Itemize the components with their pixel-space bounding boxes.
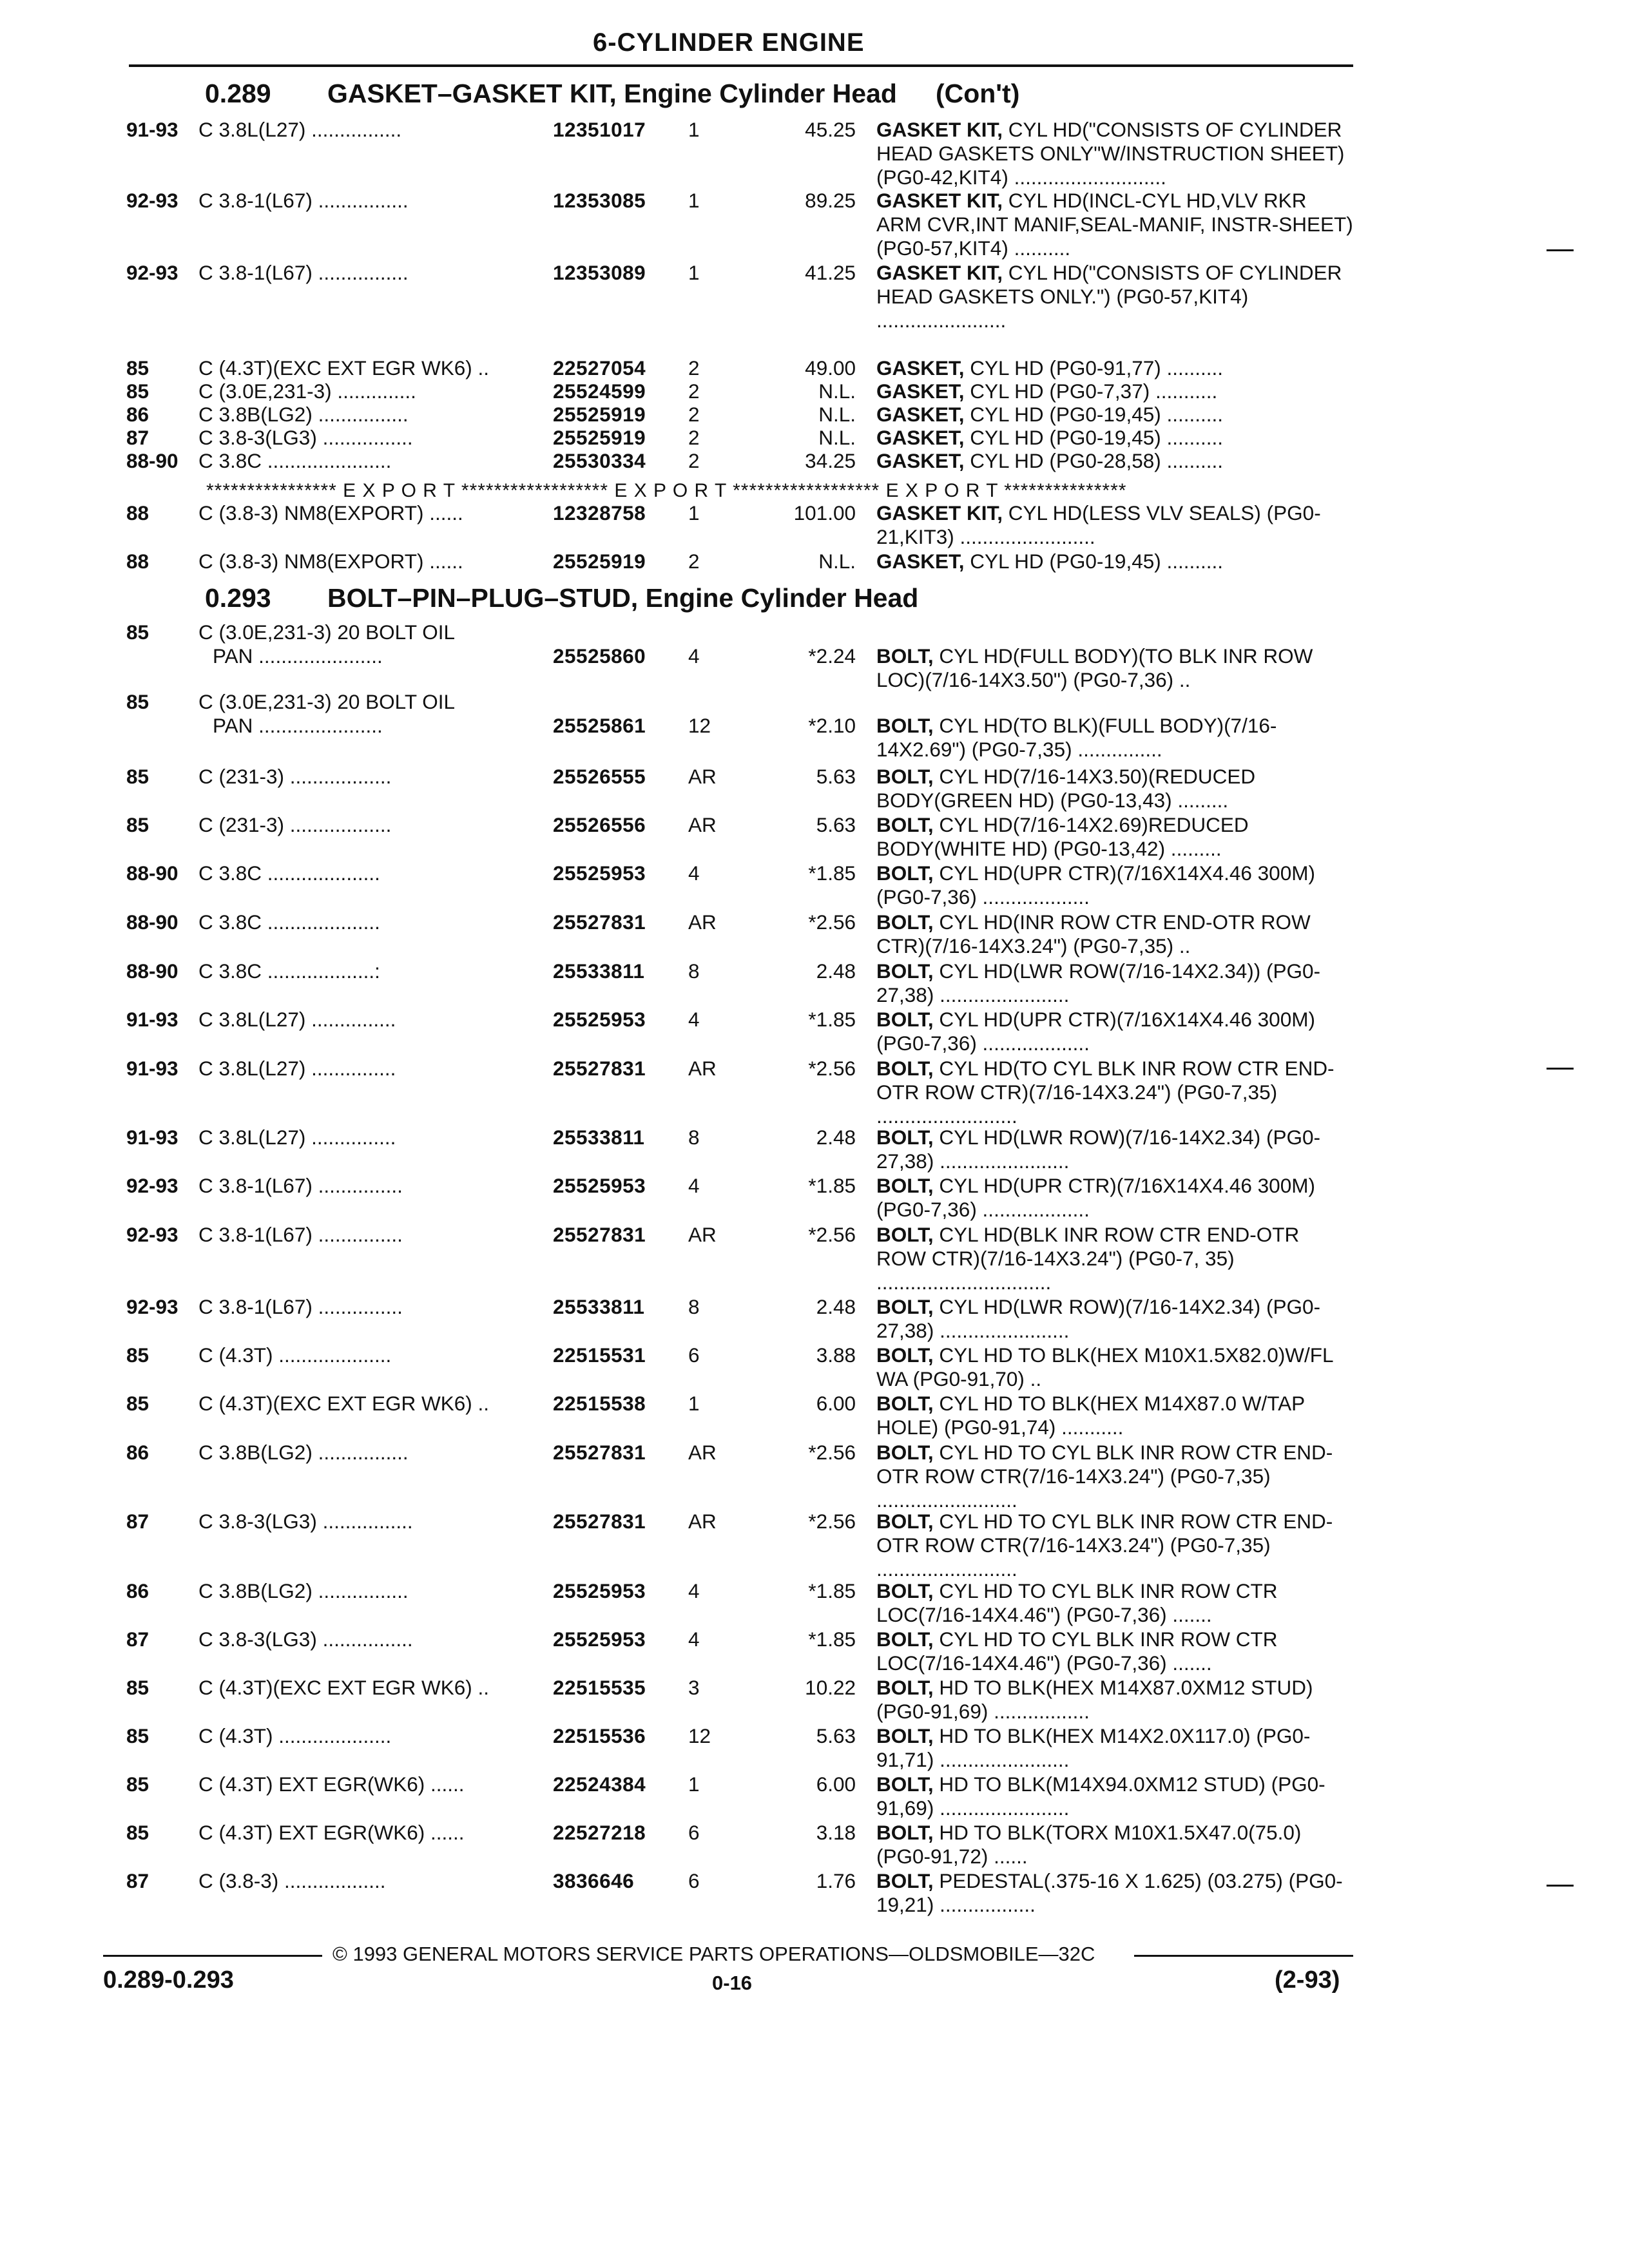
description-part-name: GASKET, bbox=[876, 449, 965, 472]
description-detail: CYL HD(LWR ROW)(7/16-14X2.34) (PG0-27,38) ....................... bbox=[876, 1295, 1321, 1342]
price: 45.25 bbox=[805, 118, 856, 141]
description-detail: CYL HD TO CYL BLK INR ROW CTR LOC(7/16-14X4.46") (PG0-7,36) ....... bbox=[876, 1579, 1278, 1626]
application: C (3.8-3) NM8(EXPORT) ...... bbox=[198, 550, 463, 573]
quantity: 4 bbox=[688, 1008, 700, 1031]
description bbox=[876, 644, 1353, 692]
part-number: 25527831 bbox=[553, 1223, 646, 1246]
description-detail: CYL HD("CONSISTS OF CYLINDER HEAD GASKETS ONLY"W/INSTRUCTION SHEET) (PG0-42,KIT4) ........................... bbox=[876, 118, 1345, 189]
description-part-name: BOLT, bbox=[876, 813, 934, 836]
quantity: AR bbox=[688, 910, 717, 934]
description-detail: CYL HD TO CYL BLK INR ROW CTR END-OTR ROW CTR(7/16-14X3.24") (PG0-7,35) ......................... bbox=[876, 1441, 1333, 1512]
application: C 3.8C ...................... bbox=[198, 449, 392, 472]
description-part-name: BOLT, bbox=[876, 765, 934, 788]
quantity: 4 bbox=[688, 861, 700, 885]
price: 89.25 bbox=[805, 189, 856, 212]
application: C 3.8C .................... bbox=[198, 910, 380, 934]
quantity: 1 bbox=[688, 501, 700, 524]
description-part-name: BOLT, bbox=[876, 1174, 934, 1197]
application-cont: PAN ...................... bbox=[213, 714, 383, 737]
description-part-name: BOLT, bbox=[876, 714, 934, 737]
model-years: 85 bbox=[126, 765, 149, 788]
model-years: 85 bbox=[126, 690, 149, 713]
description-detail: CYL HD(UPR CTR)(7/16X14X4.46 300M) (PG0-7,36) ................... bbox=[876, 1008, 1315, 1055]
model-years: 91-93 bbox=[126, 1008, 178, 1031]
model-years: 85 bbox=[126, 1676, 149, 1699]
application: C (4.3T)(EXC EXT EGR WK6) .. bbox=[198, 1676, 489, 1699]
quantity: AR bbox=[688, 1223, 717, 1246]
quantity: 2 bbox=[688, 403, 700, 426]
description-detail: CYL HD(UPR CTR)(7/16X14X4.46 300M) (PG0-7,36) ................... bbox=[876, 1174, 1315, 1221]
description-detail: CYL HD(FULL BODY)(TO BLK INR ROW LOC)(7/16-14X3.50") (PG0-7,36) .. bbox=[876, 644, 1313, 691]
price: N.L. bbox=[818, 380, 856, 403]
part-number: 25533811 bbox=[553, 959, 645, 983]
quantity: AR bbox=[688, 1510, 717, 1533]
section-number: 0.293 bbox=[205, 583, 271, 613]
description bbox=[876, 1869, 1353, 1917]
part-number: 22524384 bbox=[553, 1773, 646, 1796]
model-years: 91-93 bbox=[126, 1126, 178, 1149]
model-years: 92-93 bbox=[126, 1223, 178, 1246]
description-detail: CYL HD(7/16-14X2.69)REDUCED BODY(WHITE HD) (PG0-13,42) ......... bbox=[876, 813, 1249, 860]
application: C (231-3) .................. bbox=[198, 813, 392, 836]
description-part-name: BOLT, bbox=[876, 1628, 934, 1651]
part-number: 22515538 bbox=[553, 1392, 646, 1415]
description bbox=[876, 1126, 1353, 1173]
description bbox=[876, 765, 1353, 812]
quantity: AR bbox=[688, 813, 717, 836]
description bbox=[876, 813, 1353, 861]
description-part-name: GASKET, bbox=[876, 403, 965, 426]
part-number: 25525919 bbox=[553, 403, 646, 426]
description bbox=[876, 550, 1353, 573]
model-years: 85 bbox=[126, 813, 149, 836]
description-detail: CYL HD TO CYL BLK INR ROW CTR END-OTR ROW CTR(7/16-14X3.24") (PG0-7,35) ......................... bbox=[876, 1510, 1333, 1581]
description-part-name: BOLT, bbox=[876, 1343, 934, 1367]
price: *1.85 bbox=[808, 1008, 856, 1031]
section-0289-heading bbox=[205, 79, 1019, 109]
page-header: 6-CYLINDER ENGINE bbox=[593, 28, 865, 57]
application: C 3.8-1(L67) ............... bbox=[198, 1295, 403, 1318]
quantity: 6 bbox=[688, 1821, 700, 1844]
model-years: 92-93 bbox=[126, 1174, 178, 1197]
application: C (4.3T) EXT EGR(WK6) ...... bbox=[198, 1773, 465, 1796]
price: 34.25 bbox=[805, 449, 856, 472]
part-number: 12353089 bbox=[553, 261, 646, 284]
description-part-name: BOLT, bbox=[876, 1579, 934, 1602]
margin-mark bbox=[1547, 1068, 1574, 1070]
quantity: 4 bbox=[688, 1579, 700, 1602]
application: C 3.8L(L27) ............... bbox=[198, 1008, 396, 1031]
description-detail: CYL HD("CONSISTS OF CYLINDER HEAD GASKETS ONLY.") (PG0-57,KIT4) ....................... bbox=[876, 261, 1342, 332]
price: 5.63 bbox=[816, 765, 856, 788]
part-number: 25525953 bbox=[553, 1174, 646, 1197]
price: 6.00 bbox=[816, 1392, 856, 1415]
description bbox=[876, 189, 1353, 260]
price: 5.63 bbox=[816, 1724, 856, 1747]
footer-date: (2-93) bbox=[1275, 1966, 1340, 1994]
application: C (3.0E,231-3) 20 BOLT OIL bbox=[198, 620, 456, 644]
description-part-name: BOLT, bbox=[876, 1676, 934, 1699]
application: C (4.3T)(EXC EXT EGR WK6) .. bbox=[198, 356, 489, 380]
description bbox=[876, 1510, 1353, 1581]
description-detail: CYL HD(LWR ROW)(7/16-14X2.34) (PG0-27,38) ....................... bbox=[876, 1126, 1321, 1173]
description-part-name: BOLT, bbox=[876, 1295, 934, 1318]
price: 2.48 bbox=[816, 959, 856, 983]
price: 41.25 bbox=[805, 261, 856, 284]
description bbox=[876, 1057, 1353, 1128]
model-years: 85 bbox=[126, 1343, 149, 1367]
description bbox=[876, 449, 1353, 473]
model-years: 92-93 bbox=[126, 1295, 178, 1318]
part-number: 25525953 bbox=[553, 1628, 646, 1651]
price: 1.76 bbox=[816, 1869, 856, 1892]
quantity: 1 bbox=[688, 1392, 700, 1415]
description-part-name: GASKET KIT, bbox=[876, 118, 1003, 141]
part-number: 22527218 bbox=[553, 1821, 646, 1844]
description-part-name: GASKET KIT, bbox=[876, 261, 1003, 284]
application: C (3.0E,231-3) .............. bbox=[198, 380, 416, 403]
quantity: 1 bbox=[688, 189, 700, 212]
price: *1.85 bbox=[808, 1174, 856, 1197]
price: 5.63 bbox=[816, 813, 856, 836]
quantity: 2 bbox=[688, 550, 700, 573]
description-part-name: GASKET, bbox=[876, 380, 965, 403]
description bbox=[876, 1773, 1353, 1820]
application: C 3.8B(LG2) ................ bbox=[198, 1441, 409, 1464]
description bbox=[876, 1008, 1353, 1055]
description-detail: HD TO BLK(HEX M14X87.0XM12 STUD) (PG0-91,69) ................. bbox=[876, 1676, 1313, 1723]
description bbox=[876, 261, 1353, 332]
quantity: 2 bbox=[688, 380, 700, 403]
section-continued: (Con't) bbox=[935, 79, 1020, 108]
part-number: 25524599 bbox=[553, 380, 646, 403]
quantity: 3 bbox=[688, 1676, 700, 1699]
description bbox=[876, 714, 1353, 762]
model-years: 88 bbox=[126, 501, 149, 524]
model-years: 91-93 bbox=[126, 1057, 178, 1080]
model-years: 92-93 bbox=[126, 261, 178, 284]
price: N.L. bbox=[818, 550, 856, 573]
application-cont: PAN ...................... bbox=[213, 644, 383, 668]
application: C 3.8B(LG2) ................ bbox=[198, 1579, 409, 1602]
footer-page-number: 0-16 bbox=[712, 1972, 753, 1994]
application: C (3.8-3) NM8(EXPORT) ...... bbox=[198, 501, 463, 524]
description bbox=[876, 910, 1353, 958]
section-title: BOLT–PIN–PLUG–STUD, Engine Cylinder Head bbox=[327, 583, 919, 613]
description-detail: CYL HD(INR ROW CTR END-OTR ROW CTR)(7/16-14X3.24") (PG0-7,35) .. bbox=[876, 910, 1311, 957]
description-part-name: BOLT, bbox=[876, 1724, 934, 1747]
application: C 3.8-3(LG3) ................ bbox=[198, 1510, 413, 1533]
description bbox=[876, 861, 1353, 909]
description-detail: CYL HD (PG0-7,37) ........... bbox=[964, 380, 1218, 403]
description-detail: HD TO BLK(HEX M14X2.0X117.0) (PG0-91,71) ....................... bbox=[876, 1724, 1311, 1771]
description-part-name: BOLT, bbox=[876, 1510, 934, 1533]
model-years: 85 bbox=[126, 1724, 149, 1747]
description bbox=[876, 1295, 1353, 1343]
application: C (4.3T) .................... bbox=[198, 1724, 392, 1747]
description bbox=[876, 356, 1353, 380]
application: C 3.8-1(L67) ............... bbox=[198, 1223, 403, 1246]
application: C 3.8-3(LG3) ................ bbox=[198, 426, 413, 449]
quantity: 12 bbox=[688, 714, 711, 737]
application: C 3.8-1(L67) ............... bbox=[198, 1174, 403, 1197]
application: C (4.3T) .................... bbox=[198, 1343, 392, 1367]
part-number: 25527831 bbox=[553, 910, 646, 934]
description-detail: CYL HD(LESS VLV SEALS) (PG0-21,KIT3) ........................ bbox=[876, 501, 1321, 548]
description-part-name: BOLT, bbox=[876, 1821, 934, 1844]
description bbox=[876, 1392, 1353, 1439]
description bbox=[876, 501, 1353, 549]
price: *2.56 bbox=[808, 1057, 856, 1080]
description-detail: CYL HD(LWR ROW(7/16-14X2.34)) (PG0-27,38) ....................... bbox=[876, 959, 1321, 1006]
footer-rule-right bbox=[1134, 1955, 1353, 1957]
quantity: 6 bbox=[688, 1869, 700, 1892]
quantity: 4 bbox=[688, 644, 700, 668]
quantity: 4 bbox=[688, 1174, 700, 1197]
description-part-name: GASKET KIT, bbox=[876, 189, 1003, 212]
quantity: 1 bbox=[688, 261, 700, 284]
section-title: GASKET–GASKET KIT, Engine Cylinder Head bbox=[327, 79, 897, 108]
description bbox=[876, 426, 1353, 450]
model-years: 85 bbox=[126, 620, 149, 644]
description-part-name: BOLT, bbox=[876, 1869, 934, 1892]
price: *1.85 bbox=[808, 1628, 856, 1651]
application: C 3.8C .................... bbox=[198, 861, 380, 885]
section-number: 0.289 bbox=[205, 79, 271, 108]
model-years: 85 bbox=[126, 1773, 149, 1796]
part-number: 25525953 bbox=[553, 1008, 646, 1031]
description-part-name: BOLT, bbox=[876, 1057, 934, 1080]
part-number: 12351017 bbox=[553, 118, 646, 141]
application: C (231-3) .................. bbox=[198, 765, 392, 788]
description bbox=[876, 403, 1353, 427]
part-number: 25527831 bbox=[553, 1057, 646, 1080]
description-part-name: BOLT, bbox=[876, 1223, 934, 1246]
model-years: 86 bbox=[126, 403, 149, 426]
part-number: 25525919 bbox=[553, 550, 646, 573]
part-number: 22515531 bbox=[553, 1343, 646, 1367]
description bbox=[876, 1223, 1353, 1294]
footer-copyright: © 1993 GENERAL MOTORS SERVICE PARTS OPERATIONS—OLDSMOBILE—32C bbox=[333, 1943, 1095, 1965]
part-number: 25525860 bbox=[553, 644, 646, 668]
description-detail: CYL HD TO BLK(HEX M10X1.5X82.0)W/FL WA (PG0-91,70) .. bbox=[876, 1343, 1333, 1390]
application: C (4.3T)(EXC EXT EGR WK6) .. bbox=[198, 1392, 489, 1415]
description-detail: CYL HD (PG0-28,58) .......... bbox=[964, 449, 1223, 472]
export-banner: **************** E X P O R T ****************** E X P O R T ****************** E X P O R T *************** bbox=[206, 480, 1127, 501]
model-years: 86 bbox=[126, 1441, 149, 1464]
description-detail: CYL HD (PG0-19,45) .......... bbox=[964, 550, 1223, 573]
description bbox=[876, 1676, 1353, 1724]
part-number: 22527054 bbox=[553, 356, 646, 380]
part-number: 22515535 bbox=[553, 1676, 646, 1699]
application: C 3.8B(LG2) ................ bbox=[198, 403, 409, 426]
description-detail: CYL HD(INCL-CYL HD,VLV RKR ARM CVR,INT MANIF,SEAL-MANIF, INSTR-SHEET) (PG0-57,KIT4) .......... bbox=[876, 189, 1353, 260]
price: 2.48 bbox=[816, 1295, 856, 1318]
description-part-name: GASKET, bbox=[876, 550, 965, 573]
quantity: 8 bbox=[688, 959, 700, 983]
model-years: 87 bbox=[126, 426, 149, 449]
application: C 3.8L(L27) ............... bbox=[198, 1126, 396, 1149]
description-part-name: BOLT, bbox=[876, 1126, 934, 1149]
model-years: 85 bbox=[126, 380, 149, 403]
model-years: 92-93 bbox=[126, 189, 178, 212]
quantity: 12 bbox=[688, 1724, 711, 1747]
model-years: 88-90 bbox=[126, 449, 178, 472]
description bbox=[876, 1724, 1353, 1772]
model-years: 88 bbox=[126, 550, 149, 573]
part-number: 25525861 bbox=[553, 714, 646, 737]
price: *1.85 bbox=[808, 1579, 856, 1602]
part-number: 12353085 bbox=[553, 189, 646, 212]
application: C 3.8C ...................: bbox=[198, 959, 380, 983]
description-detail: CYL HD (PG0-19,45) .......... bbox=[964, 403, 1223, 426]
part-number: 25525953 bbox=[553, 861, 646, 885]
quantity: 6 bbox=[688, 1343, 700, 1367]
description-detail: CYL HD TO CYL BLK INR ROW CTR LOC(7/16-14X4.46") (PG0-7,36) ....... bbox=[876, 1628, 1278, 1675]
part-number: 12328758 bbox=[553, 501, 646, 524]
part-number: 3836646 bbox=[553, 1869, 635, 1892]
part-number: 25526555 bbox=[553, 765, 646, 788]
description-part-name: BOLT, bbox=[876, 861, 934, 885]
part-number: 25533811 bbox=[553, 1126, 645, 1149]
description-detail: CYL HD (PG0-19,45) .......... bbox=[964, 426, 1223, 449]
description bbox=[876, 1821, 1353, 1869]
price: 6.00 bbox=[816, 1773, 856, 1796]
description-detail: CYL HD(TO BLK)(FULL BODY)(7/16-14X2.69") (PG0-7,35) ............... bbox=[876, 714, 1277, 761]
description-part-name: BOLT, bbox=[876, 910, 934, 934]
price: *2.56 bbox=[808, 1510, 856, 1533]
application: C (3.0E,231-3) 20 BOLT OIL bbox=[198, 690, 456, 713]
price: *2.24 bbox=[808, 644, 856, 668]
description bbox=[876, 959, 1353, 1007]
description-detail: CYL HD TO BLK(HEX M14X87.0 W/TAP HOLE) (PG0-91,74) ........... bbox=[876, 1392, 1305, 1439]
model-years: 91-93 bbox=[126, 118, 178, 141]
header-rule bbox=[129, 64, 1353, 67]
application: C (3.8-3) .................. bbox=[198, 1869, 386, 1892]
quantity: AR bbox=[688, 765, 717, 788]
footer-range: 0.289-0.293 bbox=[103, 1966, 234, 1994]
part-number: 25530334 bbox=[553, 449, 646, 472]
description-part-name: GASKET, bbox=[876, 356, 965, 380]
description-detail: PEDESTAL(.375-16 X 1.625) (03.275) (PG0-19,21) ................. bbox=[876, 1869, 1343, 1916]
model-years: 85 bbox=[126, 1821, 149, 1844]
model-years: 88-90 bbox=[126, 910, 178, 934]
quantity: 4 bbox=[688, 1628, 700, 1651]
application: C 3.8L(L27) ............... bbox=[198, 1057, 396, 1080]
model-years: 88-90 bbox=[126, 959, 178, 983]
price: *2.56 bbox=[808, 910, 856, 934]
description-part-name: GASKET, bbox=[876, 426, 965, 449]
price: *2.56 bbox=[808, 1441, 856, 1464]
description-detail: CYL HD(7/16-14X3.50)(REDUCED BODY(GREEN HD) (PG0-13,43) ......... bbox=[876, 765, 1256, 812]
margin-mark bbox=[1547, 249, 1574, 251]
price: 3.18 bbox=[816, 1821, 856, 1844]
description-detail: CYL HD(TO CYL BLK INR ROW CTR END-OTR ROW CTR)(7/16-14X3.24") (PG0-7,35) ......................... bbox=[876, 1057, 1335, 1128]
price: 2.48 bbox=[816, 1126, 856, 1149]
model-years: 85 bbox=[126, 356, 149, 380]
model-years: 85 bbox=[126, 1392, 149, 1415]
description bbox=[876, 118, 1353, 189]
part-number: 25525919 bbox=[553, 426, 646, 449]
description bbox=[876, 380, 1353, 403]
application: C 3.8L(L27) ................ bbox=[198, 118, 402, 141]
description-part-name: BOLT, bbox=[876, 1441, 934, 1464]
description-part-name: BOLT, bbox=[876, 644, 934, 668]
margin-mark bbox=[1547, 1885, 1574, 1887]
part-number: 22515536 bbox=[553, 1724, 646, 1747]
quantity: 8 bbox=[688, 1126, 700, 1149]
quantity: 8 bbox=[688, 1295, 700, 1318]
footer-rule-left bbox=[103, 1955, 322, 1957]
quantity: 1 bbox=[688, 118, 700, 141]
description-part-name: GASKET KIT, bbox=[876, 501, 1003, 524]
section-0293-heading bbox=[205, 583, 918, 613]
quantity: 2 bbox=[688, 356, 700, 380]
price: N.L. bbox=[818, 426, 856, 449]
application: C (4.3T) EXT EGR(WK6) ...... bbox=[198, 1821, 465, 1844]
part-number: 25527831 bbox=[553, 1441, 646, 1464]
price: 10.22 bbox=[805, 1676, 856, 1699]
description bbox=[876, 1441, 1353, 1512]
quantity: 2 bbox=[688, 449, 700, 472]
application: C 3.8-3(LG3) ................ bbox=[198, 1628, 413, 1651]
price: *2.56 bbox=[808, 1223, 856, 1246]
price: 3.88 bbox=[816, 1343, 856, 1367]
part-number: 25525953 bbox=[553, 1579, 646, 1602]
price: *2.10 bbox=[808, 714, 856, 737]
part-number: 25527831 bbox=[553, 1510, 646, 1533]
description-part-name: BOLT, bbox=[876, 1008, 934, 1031]
quantity: AR bbox=[688, 1057, 717, 1080]
description-detail: CYL HD (PG0-91,77) .......... bbox=[964, 356, 1223, 380]
quantity: 2 bbox=[688, 426, 700, 449]
quantity: AR bbox=[688, 1441, 717, 1464]
description-part-name: BOLT, bbox=[876, 1392, 934, 1415]
quantity: 1 bbox=[688, 1773, 700, 1796]
description bbox=[876, 1174, 1353, 1222]
model-years: 86 bbox=[126, 1579, 149, 1602]
model-years: 88-90 bbox=[126, 861, 178, 885]
description-detail: HD TO BLK(TORX M10X1.5X47.0(75.0) (PG0-91,72) ...... bbox=[876, 1821, 1302, 1868]
description-part-name: BOLT, bbox=[876, 959, 934, 983]
description-detail: CYL HD(BLK INR ROW CTR END-OTR ROW CTR)(7/16-14X3.24") (PG0-7, 35) ............................... bbox=[876, 1223, 1300, 1294]
price: N.L. bbox=[818, 403, 856, 426]
model-years: 87 bbox=[126, 1628, 149, 1651]
application: C 3.8-1(L67) ................ bbox=[198, 261, 409, 284]
price: 101.00 bbox=[793, 501, 856, 524]
description bbox=[876, 1343, 1353, 1391]
part-number: 25526556 bbox=[553, 813, 646, 836]
price: 49.00 bbox=[805, 356, 856, 380]
description bbox=[876, 1628, 1353, 1675]
model-years: 87 bbox=[126, 1869, 149, 1892]
description-detail: CYL HD(UPR CTR)(7/16X14X4.46 300M) (PG0-7,36) ................... bbox=[876, 861, 1315, 908]
application: C 3.8-1(L67) ................ bbox=[198, 189, 409, 212]
model-years: 87 bbox=[126, 1510, 149, 1533]
price: *1.85 bbox=[808, 861, 856, 885]
description-detail: HD TO BLK(M14X94.0XM12 STUD) (PG0-91,69) ....................... bbox=[876, 1773, 1325, 1820]
description-part-name: BOLT, bbox=[876, 1773, 934, 1796]
part-number: 25533811 bbox=[553, 1295, 645, 1318]
description bbox=[876, 1579, 1353, 1627]
